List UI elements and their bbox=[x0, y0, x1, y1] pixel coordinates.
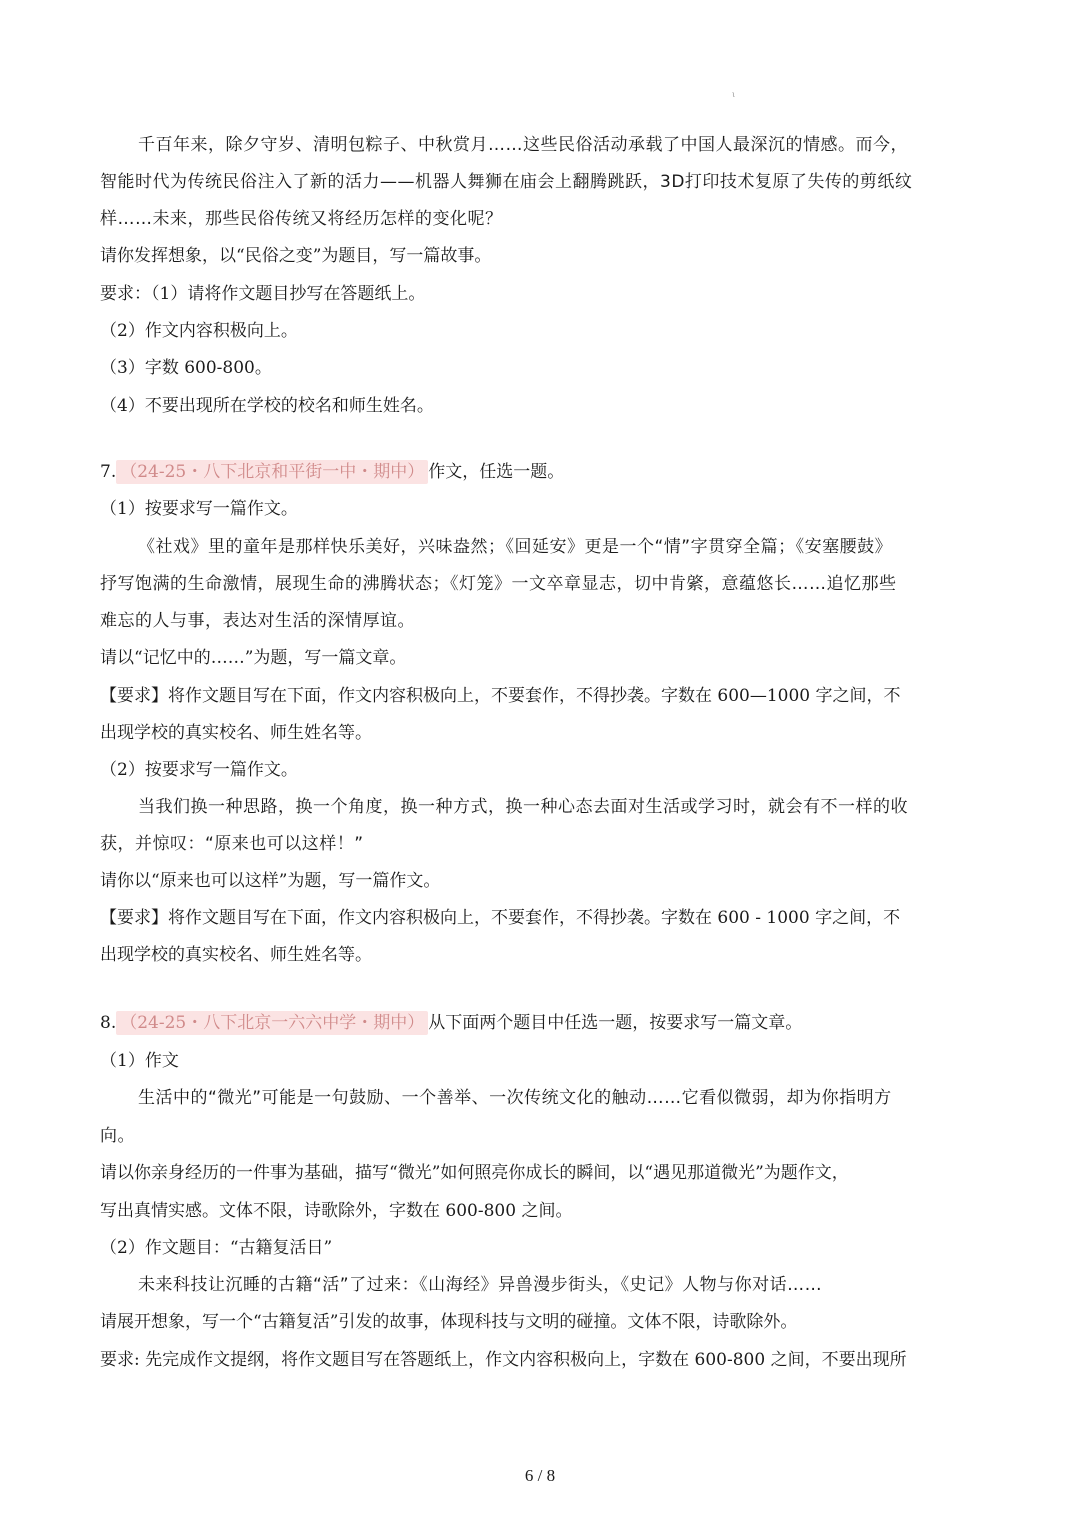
line-text: （1）作文 bbox=[100, 1051, 179, 1071]
text-line bbox=[100, 396, 1020, 416]
line-text: （4）不要出现所在学校的校名和师生姓名。 bbox=[100, 396, 434, 416]
question-number: 8. bbox=[100, 1013, 117, 1033]
line-text: （1）按要求写一篇作文。 bbox=[100, 499, 298, 519]
text-line bbox=[100, 1201, 1020, 1221]
line-text: 获，并惊叹：“原来也可以这样！” bbox=[100, 834, 364, 854]
text-line bbox=[100, 760, 1020, 780]
line-text: 抒写饱满的生命激情，展现生命的沸腾状态；《灯笼》一文卒章显志，切中肯綮，意蕴悠长……追忆那些 bbox=[100, 574, 897, 594]
text-line bbox=[100, 871, 1020, 891]
text-line bbox=[100, 908, 1020, 928]
text-line bbox=[100, 574, 1020, 594]
line-text: 请你以“原来也可以这样”为题，写一篇作文。 bbox=[100, 871, 441, 891]
text-line bbox=[100, 611, 1020, 631]
line-text: 出现学校的真实校名、师生姓名等。 bbox=[100, 945, 372, 965]
text-line bbox=[100, 648, 1020, 668]
text-line bbox=[100, 358, 1020, 378]
line-text: （3）字数 600-800。 bbox=[100, 358, 272, 378]
line-text: 出现学校的真实校名、师生姓名等。 bbox=[100, 723, 372, 743]
line-text: 样……未来，那些民俗传统又将经历怎样的变化呢？ bbox=[100, 209, 503, 229]
text-line bbox=[100, 686, 1020, 706]
text-line bbox=[100, 723, 1020, 743]
text-line bbox=[100, 1350, 1020, 1370]
line-text: 请以你亲身经历的一件事为基础，描写“微光”如何照亮你成长的瞬间，以“遇见那道微光”为题作文， bbox=[100, 1163, 849, 1183]
text-line bbox=[100, 246, 1020, 266]
line-text: 从下面两个题目中任选一题，按要求写一篇文章。 bbox=[428, 1013, 803, 1033]
line-text: 未来科技让沉睡的古籍“活”了过来：《山海经》异兽漫步街头，《史记》人物与你对话…… bbox=[138, 1275, 823, 1295]
text-line bbox=[100, 1163, 1020, 1183]
line-text: 千百年来，除夕守岁、清明包粽子、中秋赏月……这些民俗活动承载了中国人最深沉的情感。而今， bbox=[138, 135, 908, 155]
text-line bbox=[138, 1275, 1020, 1295]
line-text: 作文，任选一题。 bbox=[428, 462, 565, 482]
line-text: 向。 bbox=[100, 1126, 135, 1146]
text-line bbox=[138, 537, 1020, 557]
text-line bbox=[138, 797, 1020, 817]
line-text: 请以“记忆中的……”为题，写一篇文章。 bbox=[100, 648, 407, 668]
text-line bbox=[138, 135, 1020, 155]
text-line bbox=[100, 499, 1020, 519]
line-text: 当我们换一种思路，换一个角度，换一种方式，换一种心态去面对生活或学习时，就会有不一样的收 bbox=[138, 797, 908, 817]
text-line bbox=[100, 1312, 1020, 1332]
line-text: 【要求】将作文题目写在下面，作文内容积极向上，不要套作，不得抄袭。字数在 600 - 1000 字之间，不 bbox=[100, 908, 901, 928]
page-mark: ι bbox=[732, 90, 736, 99]
line-text: 生活中的“微光”可能是一句鼓励、一个善举、一次传统文化的触动……它看似微弱，却为你指明方 bbox=[138, 1088, 892, 1108]
line-text: （2）按要求写一篇作文。 bbox=[100, 760, 298, 780]
line-text: 要求: 先完成作文提纲，将作文题目写在答题纸上，作文内容积极向上，字数在 600-800 之间，不要出现所 bbox=[100, 1350, 907, 1370]
source-tag: （24-25・八下北京一六六中学・期中） bbox=[116, 1011, 428, 1035]
text-line bbox=[100, 209, 1020, 229]
line-text: （2）作文内容积极向上。 bbox=[100, 321, 298, 341]
page-number: 6 / 8 bbox=[524, 1466, 556, 1485]
line-text: 难忘的人与事，表达对生活的深情厚谊。 bbox=[100, 611, 415, 631]
source-tag: （24-25・八下北京和平街一中・期中） bbox=[116, 460, 428, 484]
question-heading bbox=[100, 1013, 1020, 1033]
text-line bbox=[100, 1126, 1020, 1146]
question-number: 7. bbox=[100, 462, 117, 482]
line-text: （2）作文题目：“古籍复活日” bbox=[100, 1238, 333, 1258]
line-text: 要求：（1）请将作文题目抄写在答题纸上。 bbox=[100, 284, 426, 304]
text-line bbox=[138, 1088, 1020, 1108]
text-line bbox=[100, 1051, 1020, 1071]
text-line bbox=[100, 172, 1020, 192]
line-text: 【要求】将作文题目写在下面，作文内容积极向上，不要套作，不得抄袭。字数在 600—1000 字之间，不 bbox=[100, 686, 901, 706]
line-text: 智能时代为传统民俗注入了新的活力——机器人舞狮在庙会上翻腾跳跃，3D打印技术复原了失传的剪纸纹 bbox=[100, 172, 913, 192]
text-line bbox=[100, 1238, 1020, 1258]
line-text: 请你发挥想象，以“民俗之变”为题目，写一篇故事。 bbox=[100, 246, 492, 266]
text-line bbox=[100, 284, 1020, 304]
text-line bbox=[100, 834, 1020, 854]
text-line bbox=[100, 945, 1020, 965]
line-text: 《社戏》里的童年是那样快乐美好，兴味盎然；《回延安》更是一个“情”字贯穿全篇；《安塞腰鼓》 bbox=[138, 537, 893, 557]
question-heading bbox=[100, 462, 1020, 482]
text-line bbox=[100, 321, 1020, 341]
line-text: 请展开想象，写一个“古籍复活”引发的故事，体现科技与文明的碰撞。文体不限，诗歌除外。 bbox=[100, 1312, 798, 1332]
line-text: 写出真情实感。文体不限，诗歌除外，字数在 600-800 之间。 bbox=[100, 1201, 573, 1221]
